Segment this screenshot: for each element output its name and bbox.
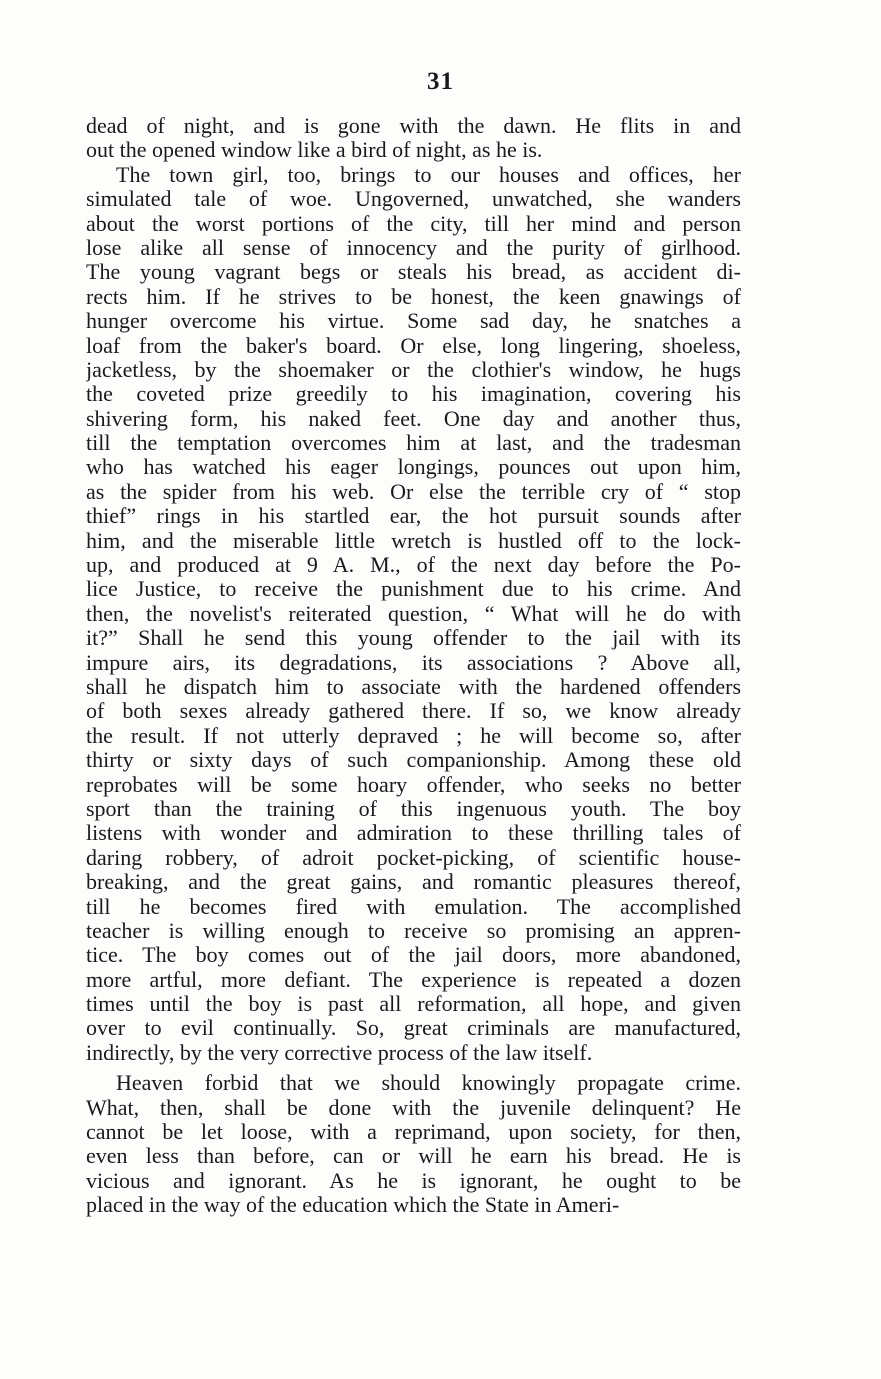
text-line: The town girl, too, brings to our houses and offices, her	[116, 162, 741, 187]
page-number: 31	[427, 68, 454, 95]
text-line: reprobates will be some hoary offender, who seeks no better	[86, 772, 741, 797]
text-line: tice. The boy comes out of the jail doors, more abandoned,	[86, 943, 741, 968]
text-line: The young vagrant begs or steals his bread, as accident di-	[86, 260, 741, 285]
text-line: till the temptation overcomes him at last, and the tradesman	[86, 431, 741, 456]
text-line: breaking, and the great gains, and romantic pleasures thereof,	[86, 870, 741, 895]
text-line: simulated tale of woe. Ungoverned, unwatched, she wanders	[86, 187, 741, 212]
text-line: it?” Shall he send this young offender to the jail with its	[86, 626, 741, 651]
text-line: out the opened window like a bird of night, as he is.	[86, 138, 543, 163]
text-line: thief” rings in his startled ear, the hot pursuit sounds after	[86, 504, 741, 529]
paragraph	[86, 163, 741, 1065]
text-line: loaf from the baker's board. Or else, long lingering, shoeless,	[86, 333, 741, 358]
text-line: vicious and ignorant. As he is ignorant, he ought to be	[86, 1168, 741, 1193]
text-line: What, then, shall be done with the juvenile delinquent? He	[86, 1095, 741, 1120]
text-line: as the spider from his web. Or else the terrible cry of “ stop	[86, 479, 741, 504]
text-line: the result. If not utterly depraved ; he will become so, after	[86, 723, 741, 748]
text-line: thirty or sixty days of such companionship. Among these old	[86, 748, 741, 773]
text-line: placed in the way of the education which the State in Ameri-	[86, 1193, 620, 1218]
text-line: sport than the training of this ingenuous youth. The boy	[86, 796, 741, 821]
text-line: lose alike all sense of innocency and the purity of girlhood.	[86, 235, 741, 260]
paragraph	[86, 114, 741, 163]
text-line: even less than before, can or will he earn his bread. He is	[86, 1144, 741, 1169]
text-line: indirectly, by the very corrective process of the law itself.	[86, 1040, 593, 1065]
text-line: shivering form, his naked feet. One day and another thus,	[86, 406, 741, 431]
text-line: till he becomes fired with emulation. The accomplished	[86, 894, 741, 919]
text-line: rects him. If he strives to be honest, the keen gnawings of	[86, 284, 741, 309]
text-line: cannot be let loose, with a reprimand, upon society, for then,	[86, 1120, 741, 1145]
text-line: Heaven forbid that we should knowingly propagate crime.	[116, 1071, 741, 1096]
text-line: listens with wonder and admiration to these thrilling tales of	[86, 821, 741, 846]
text-line: more artful, more defiant. The experience is repeated a dozen	[86, 967, 741, 992]
text-line: times until the boy is past all reformation, all hope, and given	[86, 992, 741, 1017]
text-line: lice Justice, to receive the punishment due to his crime. And	[86, 577, 741, 602]
text-line: shall he dispatch him to associate with the hardened offenders	[86, 674, 741, 699]
text-line: who has watched his eager longings, pounces out upon him,	[86, 455, 741, 480]
text-line: then, the novelist's reiterated question, “ What will he do with	[86, 601, 741, 626]
text-line: of both sexes already gathered there. If so, we know already	[86, 699, 741, 724]
text-line: over to evil continually. So, great criminals are manufactured,	[86, 1016, 741, 1041]
text-line: impure airs, its degradations, its associations ? Above all,	[86, 650, 741, 675]
text-line: daring robbery, of adroit pocket-picking, of scientific house-	[86, 845, 741, 870]
text-line: teacher is willing enough to receive so promising an appren-	[86, 918, 741, 943]
text-line: the coveted prize greedily to his imagination, covering his	[86, 382, 741, 407]
body-text	[86, 114, 741, 1218]
text-line: hunger overcome his virtue. Some sad day, he snatches a	[86, 309, 741, 334]
text-line: about the worst portions of the city, till her mind and person	[86, 211, 741, 236]
text-line: up, and produced at 9 A. M., of the next day before the Po-	[86, 553, 741, 578]
text-line: him, and the miserable little wretch is hustled off to the lock-	[86, 528, 741, 553]
paragraph	[86, 1071, 741, 1217]
text-line: dead of night, and is gone with the dawn. He flits in and	[86, 114, 741, 138]
text-line: jacketless, by the shoemaker or the clothier's window, he hugs	[86, 357, 741, 382]
